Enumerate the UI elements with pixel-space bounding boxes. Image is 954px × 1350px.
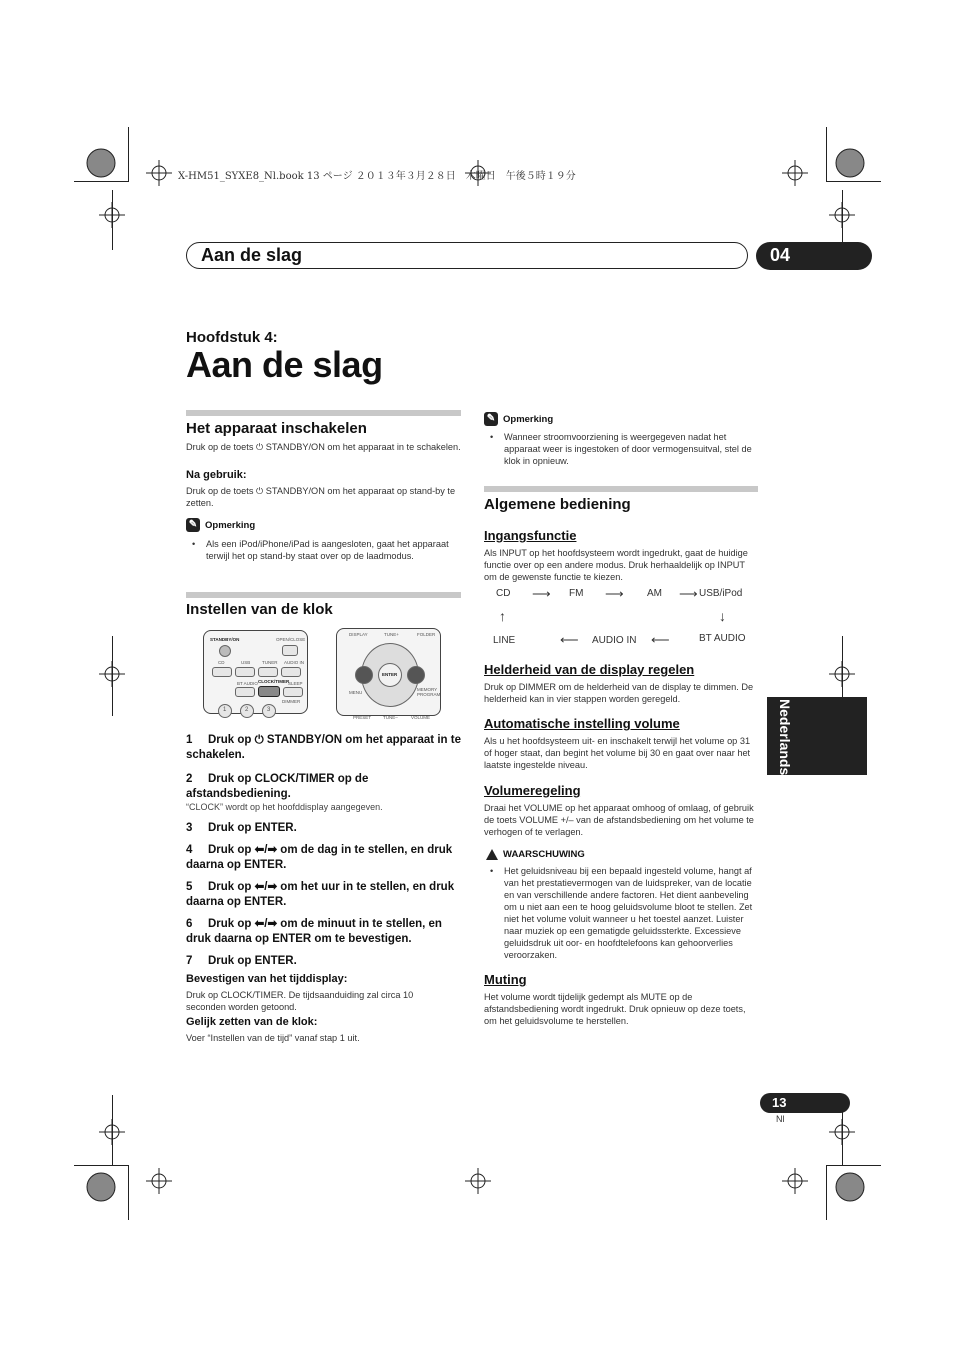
flow-am: AM <box>647 588 662 599</box>
flow-cd: CD <box>496 588 511 599</box>
registration-mark-icon <box>80 1166 122 1208</box>
step-number: 6 <box>186 918 193 930</box>
step-item <box>186 772 461 802</box>
flow-arrow-left-icon: ⟵ <box>651 632 670 647</box>
page-number-badge <box>760 1093 850 1113</box>
number-three-button-icon <box>262 704 276 718</box>
registration-mark-icon <box>80 142 122 184</box>
display-brightness-text: Druk op DIMMER om de helderheid van de display te dimmen. De helderheid kan in vier stappen worden geregeld. <box>484 682 754 704</box>
step-number: 7 <box>186 955 193 967</box>
section-title-clock: Instellen van de klok <box>186 601 333 618</box>
audio-in-button-icon <box>281 667 301 677</box>
step-item <box>186 733 461 763</box>
chapter-number-badge <box>756 242 872 270</box>
sync-clock-label: Gelijk zetten van de klok: <box>186 1016 318 1028</box>
remote-label-cd: CD <box>218 660 225 665</box>
step-text: Druk op ⬅/➡ om de minuut in te stellen, en druk daarna op ENTER om te bevestigen. <box>186 918 442 945</box>
note-label: Opmerking <box>503 413 554 425</box>
step-text: Druk op ⬅/➡ om het uur in te stellen, en druk daarna op ENTER. <box>186 881 455 908</box>
step-item <box>186 821 461 836</box>
step-text: Druk op ENTER. <box>208 822 297 834</box>
remote-label-open: OPEN/CLOSE <box>276 637 306 642</box>
page-language-code: Nl <box>776 1114 785 1124</box>
flow-arrow-down-icon: ↓ <box>719 608 726 624</box>
remote-label-sleep: SLEEP <box>288 681 303 686</box>
book-file-header: X-HM51_SYXE8_Nl.book 13 ページ ２０１３年３月２８日 木曜日 午後５時１９分 <box>178 171 576 182</box>
remote-label-clock: CLOCK/TIMER <box>258 679 290 684</box>
flow-arrow-left-icon: ⟵ <box>560 632 579 647</box>
step-item <box>186 880 461 910</box>
after-use-text: Druk op de toets ⏻ STANDBY/ON om het apparaat op stand-by te zetten. <box>186 486 456 508</box>
remote-label-audio-in: AUDIO IN <box>284 660 305 665</box>
crosshair-icon <box>146 160 172 186</box>
step-item <box>186 954 461 969</box>
remote-illustration-top <box>203 630 308 714</box>
chapter-title-bar <box>186 242 748 269</box>
step-text: Druk op ⬅/➡ om de dag in te stellen, en druk daarna op ENTER. <box>186 844 453 871</box>
subsection-title-input: Ingangsfunctie <box>484 528 577 543</box>
remote-label-dimmer: DIMMER <box>282 699 301 704</box>
step-text: Druk op ENTER. <box>208 955 297 967</box>
step-2-note: “CLOCK” wordt op het hoofddisplay aangegeven. <box>186 802 383 812</box>
crosshair-icon <box>99 1119 125 1145</box>
tuner-button-icon <box>258 667 278 677</box>
chapter-label: Hoofdstuk 4: <box>186 329 278 346</box>
page-title: Aan de slag <box>186 344 383 385</box>
flow-bt-audio: BT AUDIO <box>699 633 746 644</box>
warning-triangle-icon <box>486 849 498 860</box>
note-header <box>484 412 553 426</box>
flow-arrow-right-icon: ⟶ <box>605 586 624 601</box>
number-one-button-icon <box>218 704 232 718</box>
crosshair-icon <box>829 661 855 687</box>
clock-timer-button-icon <box>258 686 280 697</box>
subsection-title-auto-volume: Automatische instelling volume <box>484 716 680 731</box>
input-function-text: Als INPUT op het hoofdsysteem wordt ingedrukt, gaat de huidige functie over op een andere modus. Druk herhaaldelijk op INPUT om de gewenste functie te kiezen. <box>484 548 748 582</box>
number-two-label: 2 <box>245 707 249 713</box>
left-arrow-button-icon <box>355 666 373 684</box>
registration-mark-icon <box>829 1166 871 1208</box>
power-on-text: Druk op de toets ⏻ STANDBY/ON om het apparaat in te schakelen. <box>186 442 461 452</box>
section-rule <box>186 592 461 598</box>
flow-arrow-up-icon: ↑ <box>499 608 506 624</box>
step-number: 2 <box>186 773 193 785</box>
step-number: 4 <box>186 844 193 856</box>
step-number: 5 <box>186 881 193 893</box>
cd-button-icon <box>212 667 232 677</box>
usb-button-icon <box>235 667 255 677</box>
note-label: Opmerking <box>205 519 256 531</box>
warning-item: • Het geluidsniveau bij een bepaald ingesteld volume, hangt af van het prestatievermogen van de luidspreker, van de locatie en van verschillende andere factoren. Het dient aanbeveling om u niet aan een te hoog geluidsvolume bloot te stellen. Zet niet het volume voluit wanneer u het toestel aanzet. Luister naar muziek op een gematigde geluidssterkte. Excessieve geluidsdruk uit oor- en hoofdtelefoons kan gehoorverlies veroorzaken. <box>484 865 758 961</box>
step-item <box>186 917 461 947</box>
flow-fm: FM <box>569 588 584 599</box>
note-pencil-icon: ✎ <box>186 518 200 532</box>
section-title-operation: Algemene bediening <box>484 496 631 513</box>
bt-audio-button-icon <box>235 687 255 697</box>
chapter-title: Aan de slag <box>201 245 303 265</box>
eject-button-icon <box>282 645 298 656</box>
subsection-title-muting: Muting <box>484 972 527 987</box>
remote-label-enter: ENTER <box>382 672 398 677</box>
flow-usb: USB/iPod <box>699 588 743 599</box>
crosshair-icon <box>99 661 125 687</box>
section-rule <box>484 486 758 492</box>
confirm-display-label: Bevestigen van het tijddisplay: <box>186 973 348 985</box>
step-item <box>186 843 461 873</box>
flow-line: LINE <box>493 635 516 646</box>
muting-text: Het volume wordt tijdelijk gedempt als MUTE op de afstandsbediening wordt ingedrukt. Druk opnieuw op deze toets, om het geluidsvolume te herstellen. <box>484 992 746 1026</box>
crosshair-icon <box>829 202 855 228</box>
remote-label-tuner: TUNER <box>262 660 278 665</box>
crosshair-icon <box>99 202 125 228</box>
registration-mark-icon <box>829 142 871 184</box>
page-number: 13 <box>772 1095 787 1110</box>
remote-label-usb: USB <box>241 660 251 665</box>
remote-label-preset: PRESET <box>353 715 372 720</box>
remote-label-standby: STANDBY/ON <box>210 637 240 642</box>
language-side-tab <box>767 697 867 775</box>
confirm-display-text: Druk op CLOCK/TIMER. De tijdsaanduiding zal circa 10 seconden worden getoond. <box>186 990 414 1012</box>
subsection-title-display: Helderheid van de display regelen <box>484 662 695 677</box>
step-text: Druk op CLOCK/TIMER op de afstandsbediening. <box>186 773 369 800</box>
language-tab-label: Nederlands <box>777 699 793 776</box>
flow-arrow-right-icon: ⟶ <box>679 586 698 601</box>
after-use-label: Na gebruik: <box>186 469 247 481</box>
crosshair-icon <box>829 1119 855 1145</box>
section-rule <box>186 410 461 416</box>
remote-label-menu: MENU <box>349 690 363 695</box>
volume-text: Draai het VOLUME op het apparaat omhoog of omlaag, of gebruik de toets VOLUME +/– van de afstandsbediening om het volume te verhogen of te verlagen. <box>484 803 754 837</box>
note-header <box>186 518 255 532</box>
remote-label-volume: VOLUME <box>411 715 431 720</box>
remote-label-bt: BT AUDIO <box>237 681 258 686</box>
number-three-label: 3 <box>267 707 271 713</box>
crosshair-icon <box>146 1168 172 1194</box>
step-text: Druk op ⏻ STANDBY/ON om het apparaat in te schakelen. <box>186 734 461 761</box>
flow-arrow-right-icon: ⟶ <box>532 586 551 601</box>
sync-clock-text: Voer “Instellen van de tijd” vanaf stap 1 uit. <box>186 1033 360 1043</box>
section-title-power-on: Het apparaat inschakelen <box>186 420 367 437</box>
flow-audio-in: AUDIO IN <box>592 635 637 646</box>
number-two-button-icon <box>240 704 254 718</box>
step-number: 1 <box>186 734 193 746</box>
remote-label-tune-plus: TUNE+ <box>384 632 399 637</box>
crosshair-icon <box>465 1168 491 1194</box>
remote-label-folder: FOLDER <box>417 632 436 637</box>
right-arrow-button-icon <box>407 666 425 684</box>
crosshair-icon <box>782 1168 808 1194</box>
standby-button-icon <box>219 645 231 657</box>
remote-label-memory: MEMORY PROGRAM <box>417 687 441 697</box>
remote-label-display: DISPLAY <box>349 632 368 637</box>
note-item: • Als een iPod/iPhone/iPad is aangesloten, gaat het apparaat terwijl het op stand-by staat over op de laadmodus. <box>186 538 461 562</box>
remote-label-tune-minus: TUNE– <box>383 715 398 720</box>
sleep-button-icon <box>283 687 303 697</box>
warning-header <box>486 849 585 860</box>
number-one-label: 1 <box>223 707 227 713</box>
subsection-title-volume: Volumeregeling <box>484 783 581 798</box>
note-item: • Wanneer stroomvoorziening is weergegeven nadat het apparaat weer is ingestoken of door vermogensuitval, stel de klok in opnieuw. <box>484 431 759 467</box>
auto-volume-text: Als u het hoofdsysteem uit- en inschakelt terwijl het volume op 31 of hoger staat, dan begint het volume bij 30 en gaat over naar het laatste ingestelde niveau. <box>484 736 751 770</box>
remote-illustration-nav <box>336 628 441 720</box>
warning-label: WAARSCHUWING <box>503 849 585 860</box>
note-pencil-icon: ✎ <box>484 412 498 426</box>
chapter-number: 04 <box>770 245 791 265</box>
step-number: 3 <box>186 822 193 834</box>
crosshair-icon <box>782 160 808 186</box>
